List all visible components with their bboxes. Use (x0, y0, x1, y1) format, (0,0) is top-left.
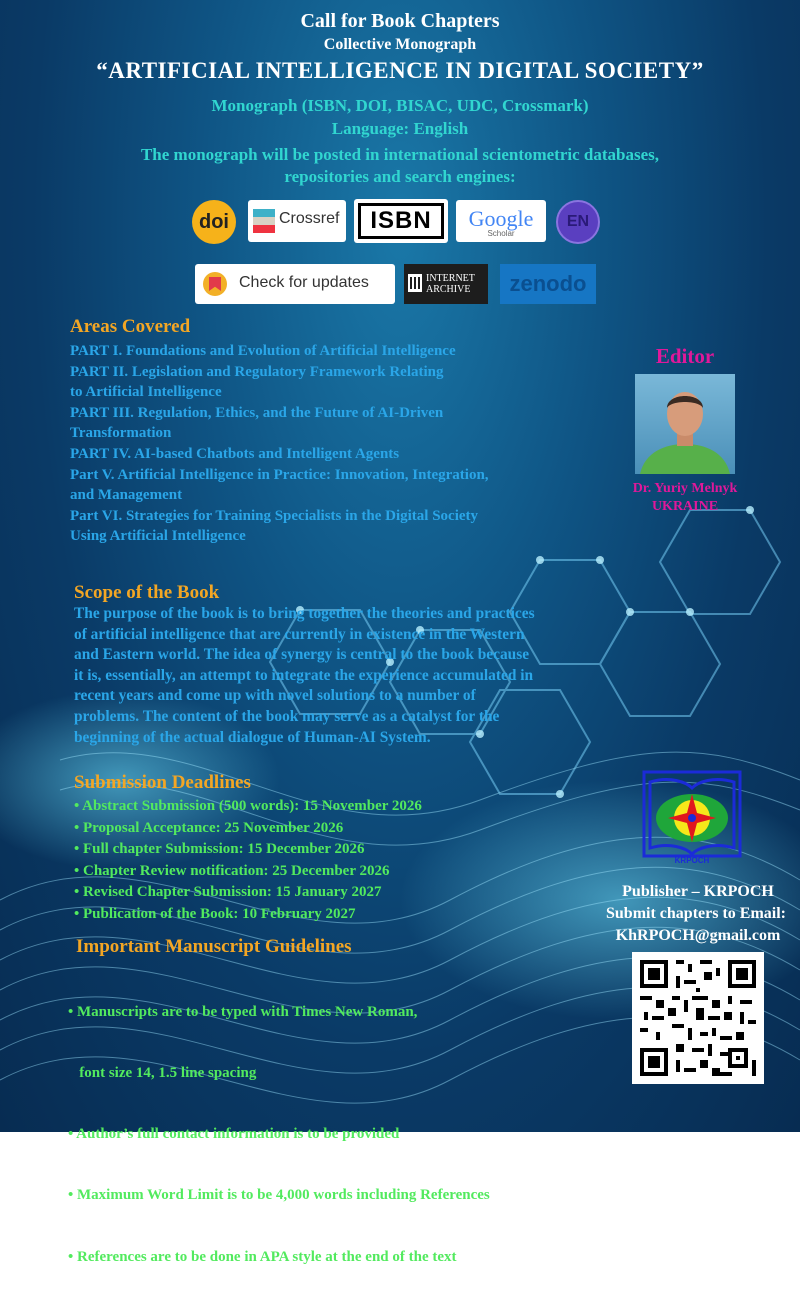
zenodo-text: zenodo (509, 271, 587, 296)
area-line: Transformation (70, 425, 172, 442)
deadline-item: • Chapter Review notification: 25 December 2026 (74, 862, 390, 879)
area-line: PART IV. AI-based Chatbots and Intelligent Agents (70, 445, 400, 462)
area-line: PART III. Regulation, Ethics, and the Future of AI-Driven (70, 404, 444, 421)
area-line: PART I. Foundations and Evolution of Artificial Intelligence (70, 343, 456, 359)
google-text: Google (468, 206, 534, 231)
guideline-item: • Author’s full contact information is to be provided (68, 1126, 400, 1143)
area-line: Part V. Artificial Intelligence in Practice: Innovation, Integration, (70, 466, 489, 483)
scope-line: it is, essentially, an attempt to integrate the experience accumulated in (74, 666, 534, 684)
google-scholar-logo (456, 200, 546, 242)
language-line: Language: English (331, 119, 469, 138)
email-link[interactable]: KhRPOCH@gmail.com (615, 927, 781, 944)
submit-line: Submit chapters to Email: (606, 905, 786, 922)
scope-line: beginning of the actual dialogue of Human-AI System. (74, 728, 431, 746)
call-title: Call for Book Chapters (300, 10, 500, 32)
deadlines-list (74, 796, 422, 926)
isbn-logo (354, 199, 448, 243)
deadline-item: • Revised Chapter Submission: 15 January 2027 (74, 884, 382, 901)
identifiers-line: Monograph (ISBN, DOI, BISAC, UDC, Crossmark) (211, 96, 589, 115)
publisher-logo (640, 768, 744, 868)
check-updates-text: Check for updates (239, 274, 369, 291)
areas-heading: Areas Covered (70, 316, 191, 337)
en-text: EN (566, 213, 590, 230)
crossref-text: Crossref (279, 210, 340, 227)
posted-line-1: The monograph will be posted in international scientometric databases, (140, 145, 660, 164)
crossref-logo (248, 200, 346, 242)
internet-archive-logo (404, 264, 488, 304)
deadlines-heading: Submission Deadlines (74, 772, 251, 793)
en-language-icon (556, 200, 600, 244)
archive-building-icon (408, 274, 422, 292)
book-title: “ARTIFICIAL INTELLIGENCE IN DIGITAL SOCIETY” (96, 58, 704, 83)
scope-heading: Scope of the Book (74, 582, 220, 603)
guideline-item: • References are to be done in APA style at the end of the text (68, 1248, 457, 1265)
areas-list (70, 341, 590, 547)
scope-line: recent years and come up with novel solutions to a number of (74, 687, 476, 705)
deadline-item: • Full chapter Submission: 15 December 2026 (74, 841, 365, 858)
guidelines-heading: Important Manuscript Guidelines (76, 936, 352, 957)
area-line: and Management (70, 487, 183, 504)
editor-name: Dr. Yuriy Melnyk (632, 481, 738, 496)
deadline-item: • Publication of the Book: 10 February 2027 (74, 905, 356, 922)
guideline-item: • Manuscripts are to be typed with Times New Roman, (68, 1003, 418, 1020)
qr-code-icon (632, 952, 764, 1084)
doi-logo (192, 200, 236, 244)
editor-photo (635, 374, 735, 474)
editor-heading: Editor (655, 344, 715, 368)
collective-monograph: Collective Monograph (323, 36, 477, 53)
editor-portrait-icon (635, 374, 735, 474)
scope-line: The purpose of the book is to bring together the theories and practices (74, 605, 535, 622)
archive-text-2: ARCHIVE (426, 284, 471, 295)
zenodo-logo (500, 264, 596, 304)
scope-line: of artificial intelligence that are currently in existence in the Western (74, 625, 525, 643)
qr-code[interactable] (632, 952, 764, 1084)
scope-line: problems. The content of the book may serve as a catalyst for the (74, 707, 500, 725)
guideline-item: font size 14, 1.5 line spacing (68, 1065, 257, 1082)
check-for-updates-badge (195, 264, 395, 304)
crossref-mark-icon (253, 209, 275, 233)
deadline-item: • Abstract Submission (500 words): 15 November 2026 (74, 798, 422, 814)
deadline-item: • Proposal Acceptance: 25 November 2026 (74, 819, 344, 836)
editor-country: UKRAINE (651, 499, 719, 514)
area-line: to Artificial Intelligence (70, 384, 222, 401)
scope-line: and Eastern world. The idea of synergy is central to the book because (74, 646, 530, 664)
area-line: Part VI. Strategies for Training Specialists in the Digital Society (70, 507, 479, 524)
scholar-text: Scholar (487, 229, 515, 238)
scope-text (74, 604, 614, 748)
archive-text (426, 273, 475, 295)
guideline-item: • Maximum Word Limit is to be 4,000 words including References (68, 1187, 490, 1204)
guidelines-list (68, 961, 490, 1308)
publisher-line: Publisher – KRPOCH (622, 883, 774, 900)
doi-logo-text: doi (199, 211, 229, 233)
archive-text-1: INTERNET (426, 273, 475, 284)
publisher-logo-text: KRPOCH (674, 856, 710, 865)
area-line: PART II. Legislation and Regulatory Framework Relating (70, 363, 444, 380)
isbn-text: ISBN (358, 203, 444, 239)
crossmark-icon (203, 272, 227, 296)
area-line: Using Artificial Intelligence (70, 528, 246, 545)
publisher-book-icon (640, 768, 744, 868)
posted-line-2: repositories and search engines: (284, 167, 516, 186)
